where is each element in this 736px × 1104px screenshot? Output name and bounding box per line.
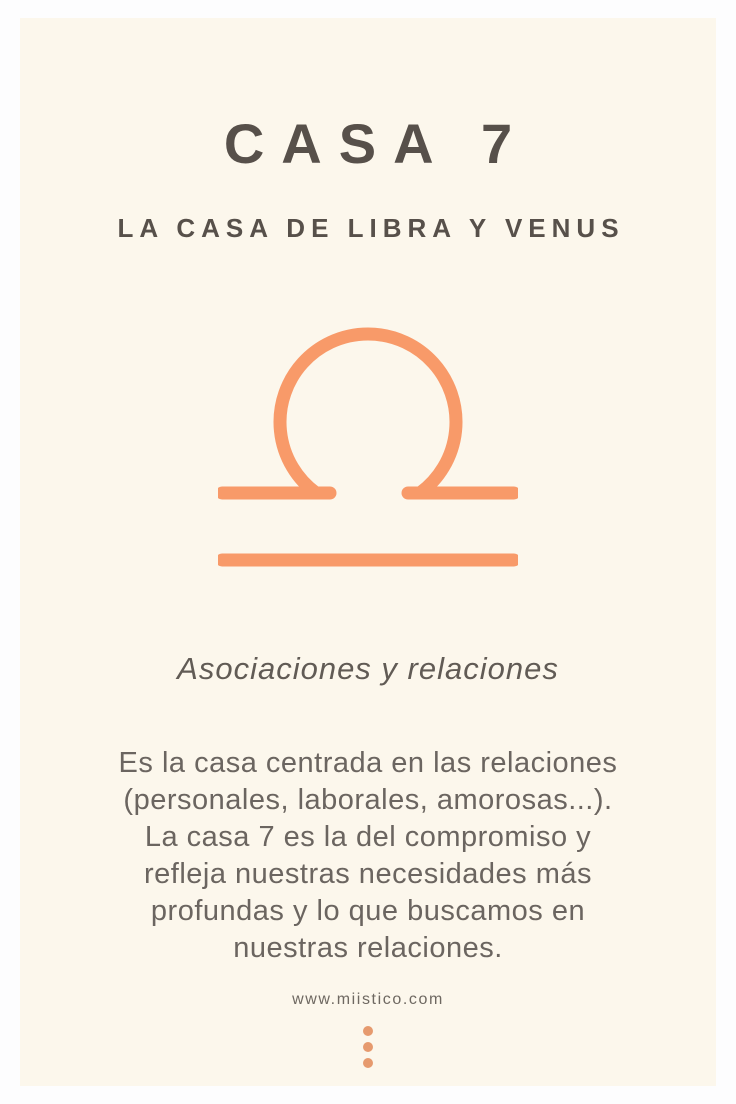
body-line: (personales, laborales, amorosas...).	[123, 784, 613, 816]
body-line: nuestras relaciones.	[233, 932, 503, 964]
website-url: www.miistico.com	[292, 991, 444, 1008]
tagline: Asociaciones y relaciones	[177, 651, 559, 686]
body-line: refleja nuestras necesidades más	[143, 858, 592, 890]
libra-icon	[218, 313, 518, 573]
body-text	[20, 745, 716, 967]
body-line: La casa 7 es la del compromiso y	[144, 821, 592, 853]
dot-icon	[363, 1026, 373, 1036]
poster-card	[20, 18, 716, 1086]
dot-icon	[363, 1058, 373, 1068]
dot-icon	[363, 1042, 373, 1052]
ellipsis-ornament	[20, 1026, 716, 1068]
page-subtitle: LA CASA DE LIBRA Y VENUS	[117, 213, 625, 243]
body-line: profundas y lo que buscamos en	[150, 895, 586, 927]
body-line: Es la casa centrada en las relaciones	[118, 747, 618, 779]
page-title: CASA 7	[223, 112, 530, 175]
